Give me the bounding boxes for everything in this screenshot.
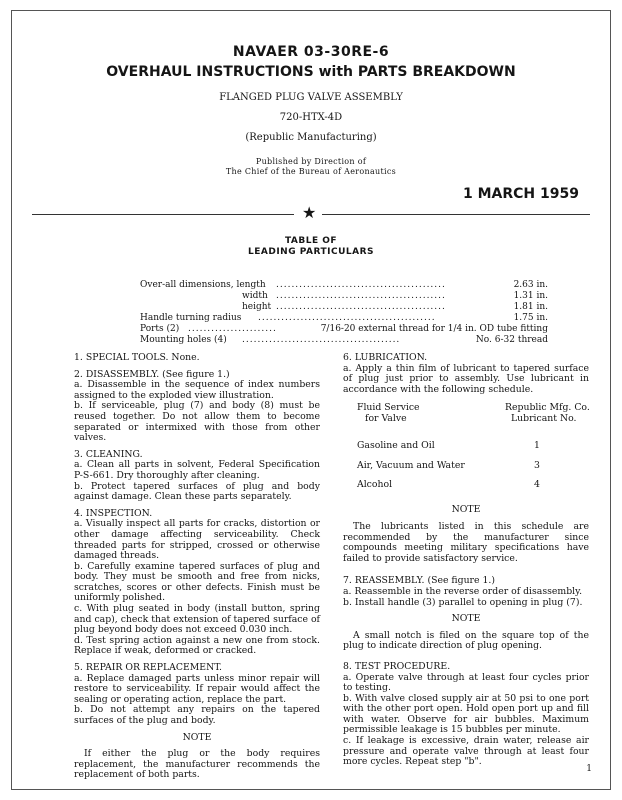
leading-particulars-table [140, 280, 548, 346]
dot-leader: ....................... [188, 324, 277, 334]
particular-label: width [242, 291, 268, 301]
particular-value: No. 6-32 thread [475, 335, 548, 345]
lubricant-header: Lubricant No. [511, 413, 577, 425]
section-cleaning [74, 450, 320, 503]
divider-left [32, 214, 294, 215]
paragraph: b. With valve closed supply air at 50 psi to one port with the other port open. Hold open port up and fill with water. Observe for air bubbles. Maximum permissible leakage is 15 bubbles per minute. [343, 692, 589, 736]
particular-value: 1.81 in. [513, 302, 548, 312]
dot-leader: ......................................... [242, 335, 401, 345]
lubricant-number: 4 [534, 479, 540, 491]
paragraph: a. Apply a thin film of lubricant to tapered surface of plug just prior to assembly. Use lubricant in accordance with the following schedule. [343, 362, 589, 395]
particular-row [140, 291, 548, 302]
section-reassembly [343, 576, 589, 608]
paragraph: a. Replace damaged parts unless minor repair will restore to serviceability. If repair would affect the sealing or operating action, replace the part. [74, 672, 320, 705]
particular-row [140, 324, 548, 335]
lubricant-fluid: Gasoline and Oil [357, 440, 435, 452]
note-text: The lubricants listed in this schedule are recommended by the manufacturer since compounds meeting military specifications have failed to provide satisfactory service. [343, 520, 589, 564]
particular-label: Over-all dimensions, length [140, 280, 266, 290]
lubricant-number: 1 [534, 440, 540, 452]
paragraph: b. Do not attempt any repairs on the tapered surfaces of the plug and body. [74, 704, 320, 726]
section-title: 4. INSPECTION. [74, 507, 153, 519]
dot-leader: .............................................. [258, 313, 436, 323]
paragraph: c. If leakage is excessive, drain water, release air pressure and operate valve through at least four more cycles. Repeat step "b". [343, 735, 589, 768]
authority-line-1: Published by Direction of [255, 157, 367, 166]
particular-value: 1.31 in. [513, 291, 548, 301]
particular-row [140, 313, 548, 324]
section-repair [74, 663, 320, 727]
paragraph: b. Install handle (3) parallel to opening in plug (7). [343, 596, 583, 608]
lubricant-header: Fluid Service [357, 402, 420, 414]
section-disassembly [74, 370, 320, 444]
note-text: A small notch is filed on the square top of the plug to indicate direction of plug opening. [343, 629, 589, 652]
section-title: 2. DISASSEMBLY. (See figure 1.) [74, 368, 230, 380]
lubricant-header: Republic Mfg. Co. [505, 402, 590, 414]
particular-value: 7/16-20 external thread for 1/4 in. OD tube fitting [320, 324, 548, 334]
document-code: NAVAER 03-30RE-6 [232, 44, 390, 60]
section-lubrication [343, 353, 589, 395]
dot-leader: ............................................ [276, 280, 446, 290]
section-test-procedure [343, 662, 589, 768]
manufacturer: (Republic Manufacturing) [245, 132, 377, 143]
particular-row [140, 335, 548, 346]
paragraph: a. Clean all parts in solvent, Federal Specification P-S-661. Dry thoroughly after cleaning. [74, 459, 320, 481]
subject-title: FLANGED PLUG VALVE ASSEMBLY [219, 92, 403, 103]
paragraph: d. Test spring action against a new one from stock. Replace if weak, deformed or cracked. [74, 634, 320, 657]
lubricant-number: 3 [534, 460, 540, 472]
paragraph: b. If serviceable, plug (7) and body (8) must be reused together. Do not allow them to become separated or intermixed with those from other valves. [74, 400, 320, 444]
paragraph: a. Visually inspect all parts for cracks, distortion or other damage affecting serviceability. Check threaded parts for stripped, crossed or otherwise damaged threads. [74, 518, 320, 562]
section-inspection [74, 509, 320, 657]
particular-value: 2.63 in. [513, 280, 548, 290]
page-number: 1 [586, 764, 592, 774]
divider-right [322, 214, 590, 215]
section-title: 6. LUBRICATION. [343, 352, 428, 363]
section-title: 8. TEST PROCEDURE. [343, 660, 451, 672]
part-number: 720-HTX-4D [279, 112, 343, 123]
particular-value: 1.75 in. [513, 313, 548, 323]
particular-label: Mounting holes (4) [140, 335, 227, 345]
note-heading: NOTE [451, 613, 481, 625]
paragraph: b. Protect tapered surfaces of plug and body against damage. Clean these parts separately. [74, 480, 320, 503]
dot-leader: ............................................ [276, 291, 446, 301]
authority-line-2: The Chief of the Bureau of Aeronautics [225, 167, 397, 176]
paragraph: a. Disassemble in the sequence of index numbers assigned to the exploded view illustration. [74, 379, 320, 401]
particular-label: height [242, 302, 272, 312]
paragraph: c. With plug seated in body (install button, spring and cap), check that extension of tapered surface of plug beyond body does not exceed 0.030 inch. [74, 603, 320, 636]
section-title: 5. REPAIR OR REPLACEMENT. [74, 662, 222, 674]
star-icon: ★ [302, 203, 317, 222]
note-text: If either the plug or the body requires replacement, the manufacturer recommends the replacement of both parts. [74, 748, 320, 781]
particular-label: Ports (2) [140, 324, 180, 334]
dot-leader: ............................................ [276, 302, 446, 312]
particular-row [140, 280, 548, 291]
paragraph: a. Reassemble in the reverse order of disassembly. [343, 585, 583, 597]
paragraph: a. Operate valve through at least four cycles prior to testing. [343, 671, 589, 694]
note-heading: NOTE [451, 504, 481, 516]
section-title: 3. CLEANING. [74, 448, 143, 460]
left-column [74, 353, 320, 781]
particular-row [140, 302, 548, 313]
lubricant-fluid: Alcohol [357, 479, 393, 491]
right-column [343, 353, 589, 768]
lubricant-header: for Valve [365, 413, 407, 425]
table-title: TABLE OF [284, 236, 338, 246]
paragraph: b. Carefully examine tapered surfaces of plug and body. They must be smooth and free from nicks, scratches, scores or other defects. Finish must be uniformly polished. [74, 560, 320, 604]
table-subtitle: LEADING PARTICULARS [248, 247, 374, 257]
lubricant-table [343, 401, 589, 501]
publication-date: 1 MARCH 1959 [463, 186, 579, 202]
particular-label: Handle turning radius [140, 313, 242, 323]
section-title: 7. REASSEMBLY. (See figure 1.) [343, 575, 495, 587]
section-title: 1. SPECIAL TOOLS. None. [74, 352, 200, 363]
lubricant-fluid: Air, Vacuum and Water [357, 460, 465, 472]
section-special-tools [74, 353, 320, 364]
note-heading: NOTE [182, 731, 212, 743]
document-title: OVERHAUL INSTRUCTIONS with PARTS BREAKDOWN [106, 64, 516, 80]
